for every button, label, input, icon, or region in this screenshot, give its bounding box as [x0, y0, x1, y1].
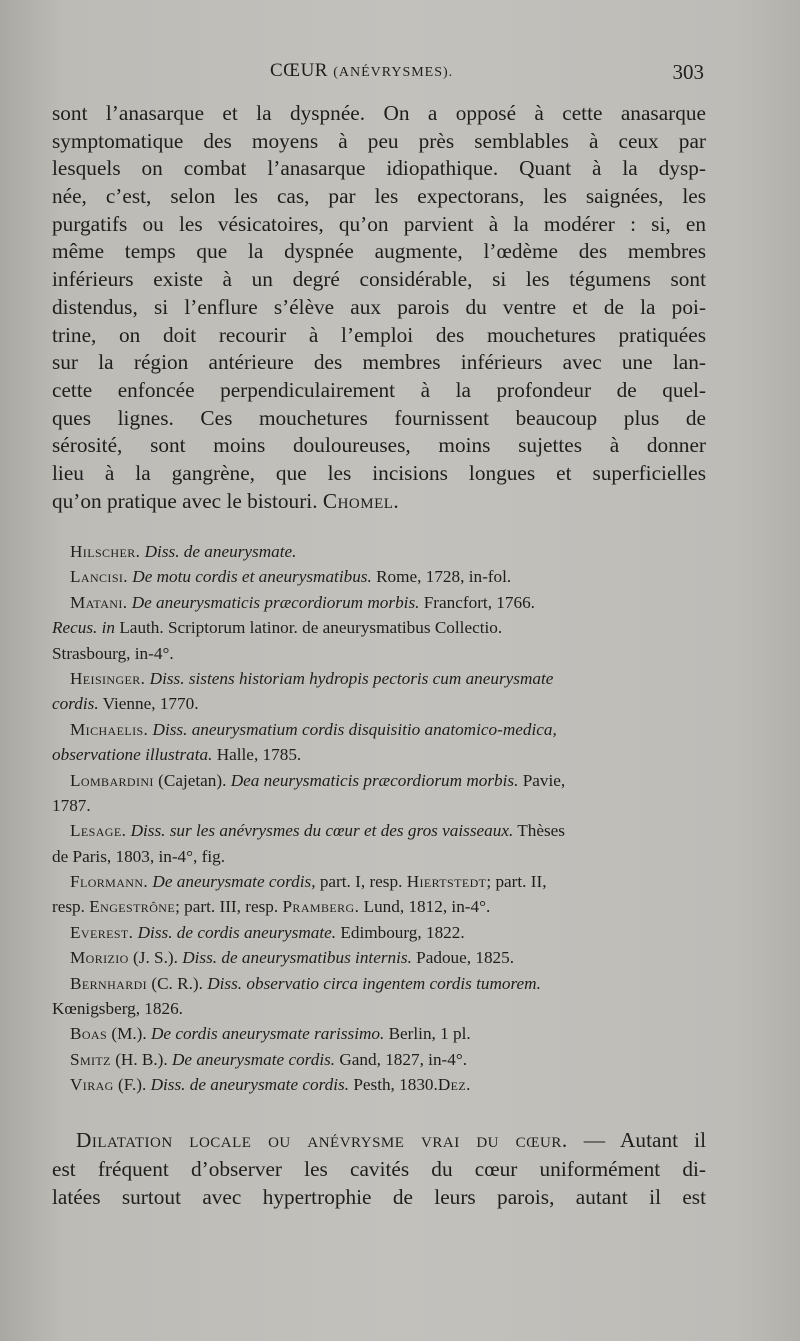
biblio-entry: Boas (M.). De cordis aneurysmate rarissimo. Berlin, 1 pl. [70, 1024, 471, 1044]
text-line: sérosité, sont moins douloureuses, moins sujettes à donner [52, 433, 706, 458]
running-header [270, 60, 704, 90]
biblio-entry: Hilscher. Diss. de aneurysmate. [70, 542, 297, 561]
text-line: latées surtout avec hypertrophie de leurs parois, autant il est [52, 1185, 706, 1210]
text-line: cette enfoncée perpendiculairement à la profondeur de quel- [52, 377, 706, 402]
text-line: sont l’anasarque et la dyspnée. On a opposé à cette anasarque [52, 101, 706, 125]
text-line: purgatifs ou les vésicatoires, qu’on parvient à la modérer : si, en [52, 211, 706, 236]
biblio-entry: Bernhardi (C. R.). Diss. observatio circa ingentem cordis tumorem. Kœnigsberg, 1826. [52, 973, 541, 1019]
bibliography [52, 539, 706, 1098]
biblio-entry: Smitz (H. B.). De aneurysmate cordis. Gand, 1827, in-4°. [70, 1049, 468, 1069]
text-line: est fréquent d’observer les cavités du cœur uniformément di- [52, 1156, 706, 1181]
biblio-entry: Michaelis. Diss. aneurysmatium cordis disquisitio anatomico-medica, observatione illustrata. Halle, 1785. [52, 719, 557, 765]
author-signature: Chomel. [322, 488, 400, 513]
text-line: même temps que la dyspnée augmente, l’œdème des membres [52, 239, 706, 264]
biblio-entry: Matani. De aneurysmaticis præcordiorum morbis. Francfort, 1766. Recus. in Lauth. Scriptorum latinor. de aneurysmatibus Collectio. Strasbourg, in-4°. [52, 592, 535, 663]
biblio-entry: Lancisi. De motu cordis et aneurysmatibus. Rome, 1728, in-fol. [70, 567, 512, 587]
text-line: trine, on doit recourir à l’emploi des mouchetures pratiquées [52, 322, 706, 347]
text-line: symptomatique des moyens à peu près semblables à ceux par [52, 128, 706, 153]
text-line-last [52, 488, 652, 516]
text-line: lieu à la gangrène, que les incisions longues et superficielles [52, 460, 706, 485]
biblio-entry: Virag (F.). Diss. de aneurysmate cordis. Pesth, 1830.Dez. [70, 1075, 471, 1095]
section-first-line: Dilatation locale ou anévrysme vrai du cœur. — Autant il [76, 1128, 706, 1152]
text-line: inférieurs existe à un degré considérable, si les tégumens sont [52, 267, 706, 292]
text-line: ques lignes. Ces mouchetures fournissent beaucoup plus de [52, 405, 706, 430]
section-paragraph [52, 1126, 706, 1212]
biblio-entry: Heisinger. Diss. sistens historiam hydropis pectoris cum aneurysmate cordis. Vienne, 1770. [52, 668, 554, 714]
page-number: 303 [672, 60, 704, 84]
biblio-entry: Lombardini (Cajetan). Dea neurysmaticis præcordiorum morbis. Pavie, 1787. [52, 770, 566, 815]
text-line: lesquels on combat l’anasarque idiopathique. Quant à la dysp- [52, 156, 706, 181]
biblio-entry: Everest. Diss. de cordis aneurysmate. Edimbourg, 1822. [70, 922, 465, 942]
biblio-entry: Lesage. Diss. sur les anévrysmes du cœur et des gros vaisseaux. Thèses de Paris, 1803, in-4°, fig. [52, 821, 565, 866]
running-title: CŒUR (ANÉVRYSMES). [270, 60, 454, 81]
last-line-text: qu’on pratique avec le bistouri. [52, 488, 318, 513]
text-line: née, c’est, selon les cas, par les expectorans, les saignées, les [52, 184, 706, 209]
biblio-entry: Morizio (J. S.). Diss. de aneurysmatibus internis. Padoue, 1825. [70, 948, 515, 968]
main-paragraph [52, 100, 706, 515]
text-line: distendus, si l’enflure s’élève aux parois du ventre et de la poi- [52, 294, 706, 319]
section-heading: Dilatation locale ou anévrysme vrai du cœur. [76, 1128, 568, 1152]
biblio-signature: Dez. [437, 1075, 471, 1095]
text-line: sur la région antérieure des membres inférieurs avec une lan- [52, 350, 706, 375]
biblio-entry: Flormann. De aneurysmate cordis, part. I, resp. Hiertstedt; part. II, resp. Engestrône; part. III, resp. Pramberg. Lund, 1812, in-4°. [52, 872, 547, 917]
